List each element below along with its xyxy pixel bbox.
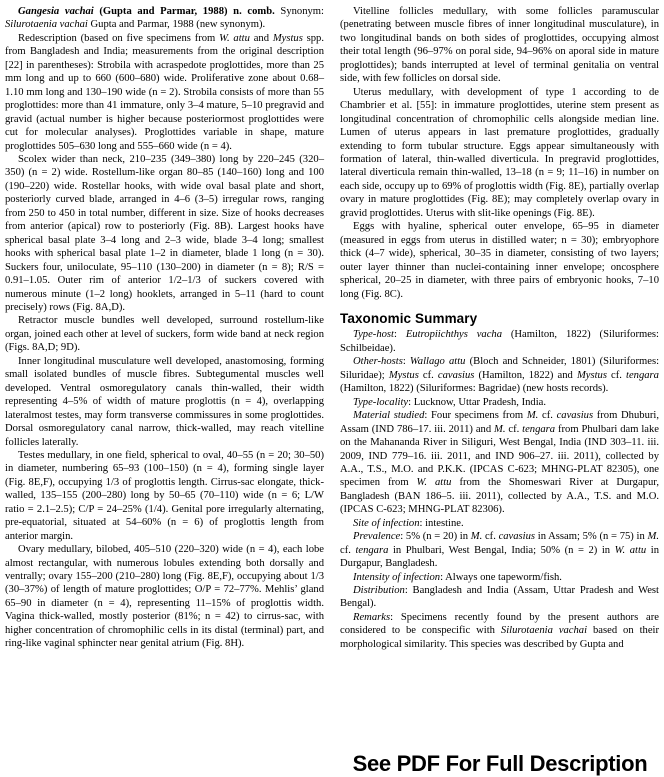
- text-run: cavasius: [498, 531, 536, 543]
- taxonomic-summary-list: [340, 328, 659, 651]
- text-run: Other-hosts: [353, 356, 403, 368]
- text-run: Site of infection: [353, 517, 420, 529]
- text-run: M.: [470, 531, 483, 543]
- site-of-infection-item: Site of infection: intestine.: [353, 517, 464, 529]
- species-title-paragraph: Gangesia vachai (Gupta and Parmar, 1988) n. comb. Synonym: Silurotaenia vachai Gupta and Parmar, 1988 (new synonym).: [5, 6, 324, 31]
- text-run: W. attu: [416, 477, 452, 489]
- text-run: Silurotaenia vachai: [500, 625, 588, 637]
- scolex-paragraph: Scolex wider than neck, 210–235 (349–380) long by 220–245 (320–350) (n = 2) wide. Rostellum-like organ 80–85 (140–160) long and 100 (190–220) wide. Rostellar hooks, with wide oval basal plate and short, posteriorly curved blade, arranged in 4–6 (3–5) irregular rows, ranging from 250 to 450 in total number, different in size. Size of hooks decreases from anterior (apical) row to posteriorly (Fig. 8B). Largest hooks have spherical basal plate 3–4 long and 2–3 wide, blade 3–4 long; smallest hooks with spherical basal plate 1–2 in diameter, blade 1 long (n = 30). Suckers four, uniloculate, 95–110 (130–200) in diameter (n = 8); R/S = 0.91–1.05. Outer rim of anterior 1/2–1/3 of suckers covered with numerous minute (1–2 long) hooklets, arranged in 5–11 (hard to count precisely) rows (Fig. 8A,D).: [5, 153, 324, 313]
- text-run: Gangesia vachai: [18, 6, 94, 17]
- uterus-paragraph: Uterus medullary, with development of type 1 according to de Chambrier et al. [55]: in immature proglottides, uterine stem present as longitudinal concentration of chromophilic cells alongside median line. Lumen of uterus appears in last premature proglottides, gradually extending to form tubular structure. Eggs appear simultaneously with formation of lateral, thin-walled diverticula. In pregravid proglottides, lateral diverticula remain thin-walled, 13–18 (n = 9; 11–16) in number on each side, occupy up to 69% of proglottis width (Fig. 8E), partially overlap ovary in mature proglottides (Fig. 8E); may completely overlap ovary in gravid proglottides. Uterus with slit-like openings (Fig. 8E).: [340, 86, 659, 219]
- remarks-item: Remarks: Specimens recently found by the present authors are considered to be conspecific with Silurotaenia vachai based on their morphological similarity. This species was described by Gupta and: [340, 611, 659, 650]
- retractor-paragraph: Retractor muscle bundles well developed, surround rostellum-like organ, joined each other at level of suckers, form wide band at neck region (Figs. 8A,D; 9D).: [5, 315, 324, 354]
- text-run: cavasius: [556, 410, 594, 422]
- text-run: W. attu: [219, 32, 250, 44]
- text-run: M.: [647, 531, 659, 543]
- redescription-paragraph: Redescription (based on five specimens from W. attu and Mystus spp. from Bangladesh and India; measurements from the original description [22] in parentheses): Strobila with acraspedote proglottides, more than 25 mm long and up to 660 (600–680) wide. Proliferative zone about 0.68–1.10 mm long and 130–190 wide (n = 2). Strobila consists of more than 55 proglottides: more than 41 immature, only 3–4 mature, 5–10 pregravid and gravid (actual number is higher because posteriormost proglottides were cut for molecular analyses). Proglottides variable in shape, mature proglottides 505–630 long and 555–660 wide (n = 4).: [5, 32, 324, 152]
- text-run: tengara: [626, 369, 659, 381]
- text-run: Type-host: [353, 329, 394, 341]
- type-locality-item: Type-locality: Lucknow, Uttar Pradesh, India.: [353, 396, 546, 408]
- prevalence-item: Prevalence: 5% (n = 20) in M. cf. cavasius in Assam; 5% (n = 75) in M. cf. tengara in Phulbari, West Bengal, India; 50% (n = 2) in W. attu in Durgapur, Bangladesh.: [340, 531, 660, 570]
- text-run: Type-locality: [353, 396, 409, 408]
- musculature-paragraph: Inner longitudinal musculature well developed, anastomosing, forming small isolated bundles of muscle fibres. Subtegumental muscles well developed. Ventral osmoregulatory canals thin-walled, their width representing 4–5% of width of mature proglottis (n = 4), overlapping lateralmost testes, may form transverse commissures in some proglottides. Dorsal osmoregulatory canal narrow, thick-walled, may reach vitelline follicles laterally.: [5, 355, 324, 448]
- vitelline-paragraph: Vitelline follicles medullary, with some follicles paramuscular (penetrating between muscle fibres of inner longitudinal musculature), in two longitudinal bands on both sides of proglottides, occupying almost their total length (96–97% on poral side, 94–96% on aporal side in mature proglottides); bands interrupted at level of terminal genitalia on ventral side, with few follicles on dorsal side.: [340, 6, 659, 85]
- testes-paragraph: Testes medullary, in one field, spherical to oval, 40–55 (n = 20; 30–50) in diameter, numbering 65–93 (100–150) (n = 4), forming single layer (Fig. 8E,F), occupying 1/3 of proglottis length. Cirrus-sac elongate, thick-walled, 135–155 (200–280) long by 50–65 (70–110) wide (n = 6; L/W ratio = 2.1–2.5); C/P = 24–25% (1/4). Genital pore irregularly alternating, pre-equatorial, situated at 54–60% (n = 6) of proglottis length from anterior margin.: [5, 449, 324, 542]
- text-run: tengara: [355, 544, 389, 556]
- text-run: Prevalence: [353, 531, 401, 543]
- material-studied-item: Material studied: Four specimens from M. cf. cavasius from Dhuburi, Assam (IND 786–17. iii. 2011) and M. cf. tengara from Phulbari dam lake on the Mahananda River in Siliguri, West Bengal, India (IND 303–11. iii. 2009, IND 779–16. iii. 2011, and IND 906–27. iii. 2011), collected by A.A., T.S., M.O. and P.K.K. (IPCAS C-623; MHNG-PLAT 82305), one specimen from W. attu from the Shomeswari River at Durgapur, Bangladesh (BAN 186–5. iii. 2011), collected by A.A., T.S. and M.O. (IPCAS C-623; MHNG-PLAT 82306).: [340, 410, 659, 516]
- distribution-item: Distribution: Bangladesh and India (Assam, Uttar Pradesh and West Bengal).: [340, 585, 659, 610]
- text-run: W. attu: [614, 544, 647, 556]
- ovary-paragraph: Ovary medullary, bilobed, 405–510 (220–320) wide (n = 4), each lobe almost rectangular, with numerous lobules extending both dorsally and ventrally; ovary 155–200 (210–280) long (Fig. 8E,F), occupying about 1/3 (30–37%) of length of mature proglottides; O/P = 72–77%. Mehlis’ gland 65–90 in diameter (n = 4), representing 11–15% of proglottis width. Vagina thick-walled, mostly posterior (81%; n = 42) to cirrus-sac, with higher concentration of chromophilic cells in its distal (terminal) part, and ring-like vaginal sphincter near genital atrium (Fig. 8H).: [5, 544, 324, 650]
- text-run: M.: [494, 423, 506, 435]
- text-run: (Gupta and Parmar, 1988) n. comb.: [93, 6, 275, 17]
- text-run: Material studied: [353, 410, 425, 422]
- left-column: [5, 5, 324, 777]
- right-column: [340, 5, 659, 777]
- see-pdf-banner: See PDF For Full Description: [341, 749, 659, 777]
- text-run: Eutropiichthys vacha: [405, 329, 502, 341]
- text-run: Intensity of infection: [353, 571, 441, 583]
- text-run: tengara: [522, 423, 556, 435]
- right-column-description: [340, 5, 659, 301]
- text-run: Remarks: [353, 611, 391, 623]
- text-run: Mystus: [388, 369, 419, 381]
- text-run: Mystus: [272, 32, 303, 44]
- intensity-of-infection-item: Intensity of infection: Always one tapeworm/fish.: [353, 571, 562, 583]
- other-hosts-item: Other-hosts: Wallago attu (Bloch and Schneider, 1801) (Siluriformes: Siluridae); Mystus cf. cavasius (Hamilton, 1822) and Mystus cf. tengara (Hamilton, 1822) (Siluriformes: Bagridae) (new hosts records).: [340, 356, 660, 395]
- text-run: M.: [526, 410, 539, 422]
- eggs-paragraph: Eggs with hyaline, spherical outer envelope, 65–95 in diameter (measured in eggs from uterus in distilled water; n = 30); embryophore thick (4–7 wide), spherical, 30–35 in diameter, consisting of two layers; outer layer thinner than nuclei-containing inner envelope; oncosphere spherical, 20–25 in diameter, with three pairs of embryonic hooks, 7–10 long (Fig. 8C).: [340, 221, 659, 300]
- text-run: Wallago attu: [409, 356, 466, 368]
- text-run: Mystus: [576, 369, 607, 381]
- text-run: cavasius: [437, 369, 475, 381]
- section-heading-taxonomic-summary: Taxonomic Summary: [340, 310, 478, 326]
- type-host-item: Type-host: Eutropiichthys vacha (Hamilton, 1822) (Siluriformes: Schilbeidae).: [340, 329, 659, 354]
- text-run: Distribution: [353, 585, 405, 597]
- text-run: Silurotaenia vachai: [5, 19, 88, 31]
